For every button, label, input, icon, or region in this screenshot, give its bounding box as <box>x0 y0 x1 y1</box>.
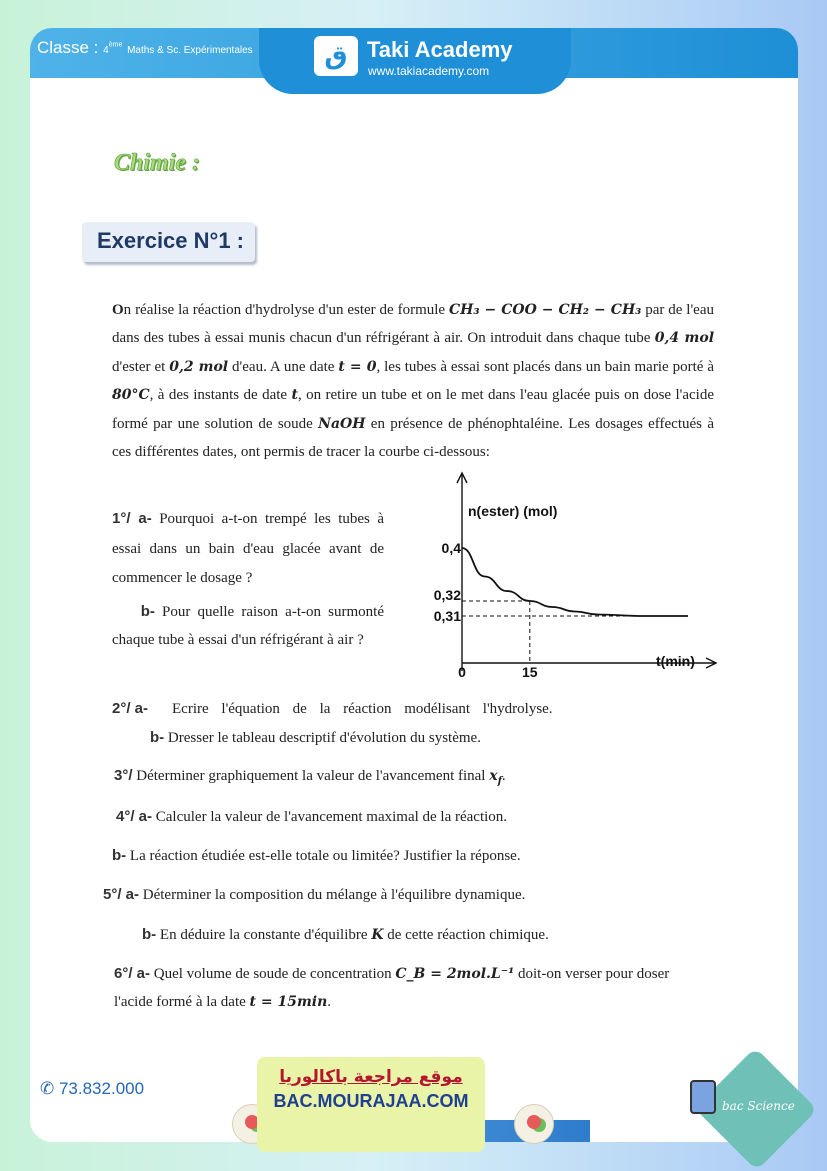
logo-icon: ق <box>314 36 358 76</box>
question-3: 3°/ Déterminer graphiquement la valeur de l'avancement final $x_f$. <box>114 767 506 787</box>
school-badge-icon <box>514 1104 554 1144</box>
question-4a: 4°/ a- Calculer la valeur de l'avancement maximal de la réaction. <box>116 808 508 825</box>
intro-paragraph: On réalise la réaction d'hydrolyse d'un ester de formule CH₃ − COO − CH₂ − CH₃ par de l'eau dans des tubes à essai munis chacun d'un réfrigérant à air. On introduit dans chaque tube 0,4 mol d'ester et 0,2 mol d'eau. A une date t = 0, les tubes à essai sont placés dans un bain marie porté à 80°C, à des instants de date t, on retire un tube et on le met dans l'eau glacée puis on dose l'acide formé par une solution de soude NaOH en présence de phénophtaléine. Les dosages effectués à ces différentes dates, ont permis de tracer la courbe ci-dessous: <box>112 302 715 461</box>
ester-curve-line <box>462 548 688 616</box>
phone-icon: ✆ <box>40 1079 59 1098</box>
question-2b: b- Dresser le tableau descriptif d'évolution du système. <box>150 729 481 746</box>
question-5a: 5°/ a- Déterminer la composition du mélange à l'équilibre dynamique. <box>103 886 526 903</box>
question-1a: 1°/ a- Pourquoi a-t-on trempé les tubes à essai dans un bain d'eau glacée avant de commencer le dosage ? <box>112 510 384 586</box>
brand-url[interactable]: www.takiacademy.com <box>368 64 490 78</box>
naoh-formula: NaOH <box>318 415 366 432</box>
question-4b: b- La réaction étudiée est-elle totale ou limitée? Justifier la réponse. <box>112 847 521 864</box>
phone-contact[interactable]: ✆ 73.832.000 <box>40 1079 145 1098</box>
page <box>30 28 798 1142</box>
ester-formula: CH₃ − COO − CH₂ − CH₃ <box>448 302 642 318</box>
temperature: 80°C <box>112 387 150 404</box>
y-tick-label: 0,32 <box>433 587 461 603</box>
question-1b: b- Pour quelle raison a-t-on surmonté chaque tube à essai d'un réfrigérant à air ? <box>112 603 384 648</box>
y-tick-label: 0,31 <box>433 608 461 624</box>
question-6-line2: l'acide formé à la date t = 15min. <box>114 994 332 1010</box>
ester-curve-chart <box>420 465 720 681</box>
exercise-title: Exercice N°1 : <box>97 228 244 253</box>
question-5b: b- En déduire la constante d'équilibre K de cette réaction chimique. <box>142 926 549 943</box>
level-sup: ème <box>108 41 123 49</box>
x-tick-label: 15 <box>522 664 538 680</box>
y-tick-label: 0,4 <box>441 540 461 556</box>
x-tick-label: 0 <box>458 664 466 680</box>
promo-banner[interactable] <box>257 1057 485 1152</box>
y-axis-label: n(ester) (mol) <box>468 503 558 519</box>
brand-name: Taki Academy <box>367 37 513 62</box>
bac-science-text: bac Science <box>722 1099 795 1113</box>
exercise-heading <box>82 222 255 262</box>
x-axis-label: t(min) <box>656 653 695 669</box>
class-label: Classe : 4ème Maths & Sc. Expérimentales <box>37 38 253 57</box>
concentration-formula: C_B = 2mol.L⁻¹ <box>395 966 515 982</box>
header-bar <box>30 28 798 78</box>
brand-logo[interactable] <box>259 28 571 94</box>
level-number: 4 <box>103 45 109 56</box>
water-quantity: 0,2 mol <box>169 358 229 375</box>
section-title: Chimie : <box>114 150 201 176</box>
promo-url[interactable]: BAC.MOURAJAA.COM <box>273 1091 469 1111</box>
question-6: 6°/ a- Quel volume de soude de concentration C_B = 2mol.L⁻¹ doit-on verser pour doser <box>114 965 670 982</box>
level-text: Maths & Sc. Expérimentales <box>127 45 253 56</box>
promo-arabic: موقع مراجعة باكالوريا <box>279 1067 463 1087</box>
ester-quantity: 0,4 mol <box>654 330 715 347</box>
question-2a: 2°/ a- Ecrire l'équation de la réaction modélisant l'hydrolyse. <box>112 700 553 717</box>
book-icon <box>690 1080 716 1114</box>
